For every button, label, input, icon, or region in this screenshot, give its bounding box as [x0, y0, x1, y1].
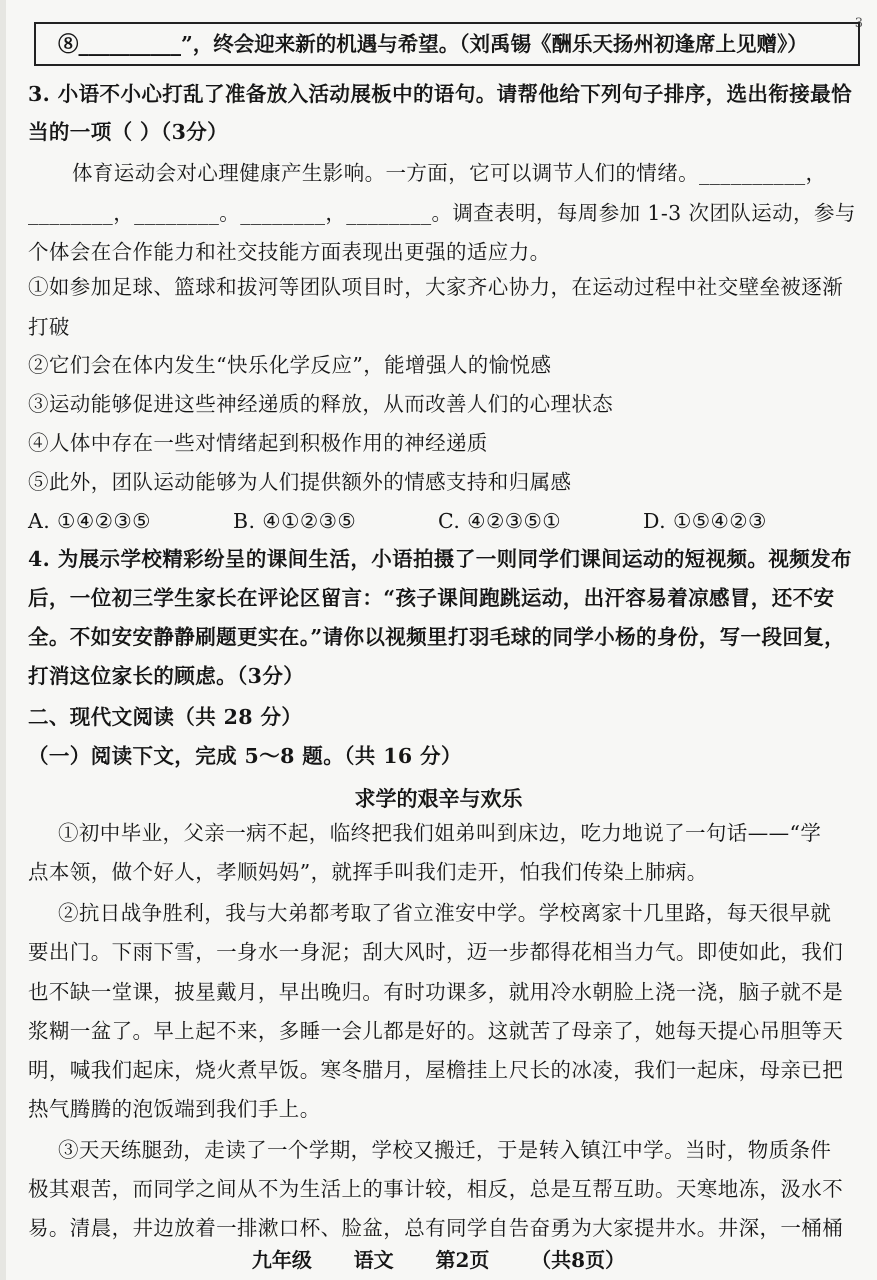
p1-line1: ①初中毕业，父亲一病不起，临终把我们姐弟叫到床边，吃力地说了一句话——“学 — [58, 821, 822, 845]
p2-line4: 浆糊一盆了。早上起不来，多睡一会儿都是好的。这就苦了母亲了，她每天提心吊胆等天 — [28, 1019, 844, 1043]
article-title: 求学的艰辛与欢乐 — [354, 786, 523, 811]
page-edge-shadow — [0, 0, 6, 1280]
option-b: B. ④①②③⑤ — [233, 509, 357, 533]
q3-sentence-2: ②它们会在体内发生“快乐化学反应”，能增强人的愉悦感 — [28, 353, 552, 377]
p2-line5: 明，喊我们起床，烧火煮早饭。寒冬腊月，屋檐挂上尺长的冰凌，我们一起床，母亲已把 — [28, 1058, 844, 1082]
q3-passage-line2: ________，________。________，________。调查表明，每周参加 1-3 次团队运动，参与 — [28, 201, 856, 225]
q3-sentence-5: ⑤此外，团队运动能够为人们提供额外的情感支持和归属感 — [28, 470, 572, 494]
q4-prompt-line1: 4. 为展示学校精彩纷呈的课间生活，小语拍摄了一则同学们课间运动的短视频。视频发布 — [28, 547, 852, 571]
p3-line3: 易。清晨，井边放着一排漱口杯、脸盆，总有同学自告奋勇为大家提井水。井深，一桶桶 — [28, 1216, 844, 1240]
q3-sentence-3: ③运动能够促进这些神经递质的释放，从而改善人们的心理状态 — [28, 392, 614, 416]
q4-prompt-line3: 全。不如安安静静刷题更实在。”请你以视频里打羽毛球的同学小杨的身份，写一段回复， — [28, 625, 846, 649]
corner-mark: 3 — [854, 16, 863, 31]
p2-line3: 也不缺一堂课，披星戴月，早出晚归。有时功课多，就用冷水朝脸上浇一浇，脑子就不是 — [28, 980, 844, 1004]
p3-line2: 极其艰苦，而同学之间从不为生活上的事计较，相反，总是互帮互助。天寒地冻，汲水不 — [28, 1177, 844, 1201]
q3-prompt-line2: 当的一项（ ）（3分） — [28, 120, 229, 144]
q4-prompt-line2: 后，一位初三学生家长在评论区留言：“孩子课间跑跳运动，出汗容易着凉感冒，还不安 — [28, 586, 835, 610]
p3-line1: ③天天练腿劲，走读了一个学期，学校又搬迁，于是转入镇江中学。当时，物质条件 — [58, 1138, 832, 1162]
q4-prompt-line4: 打消这位家长的顾虑。（3分） — [28, 664, 305, 688]
p2-line1: ②抗日战争胜利，我与大弟都考取了省立淮安中学。学校离家十几里路，每天很早就 — [58, 901, 832, 925]
q3-sentence-1-line2: 打破 — [28, 315, 70, 339]
option-c: C. ④②③⑤① — [438, 509, 562, 533]
option-a: A. ①④②③⑤ — [28, 509, 151, 533]
option-d: D. ①⑤④②③ — [643, 509, 767, 533]
p1-line2: 点本领，做个好人，孝顺妈妈”，就挥手叫我们走开，怕我们传染上肺病。 — [28, 860, 708, 884]
subsection-heading: （一）阅读下文，完成 5～8 题。（共 16 分） — [28, 744, 462, 768]
q3-sentence-1-line1: ①如参加足球、篮球和拔河等团队项目时，大家齐心协力，在运动过程中社交壁垒被逐渐 — [28, 275, 844, 299]
section-heading: 二、现代文阅读（共 28 分） — [28, 705, 303, 729]
q3-passage-line1: 体育运动会对心理健康产生影响。一方面，它可以调节人们的情绪。__________， — [72, 161, 827, 185]
q3-options — [28, 506, 855, 536]
q3-passage-line3: 个体会在合作能力和社交技能方面表现出更强的适应力。 — [28, 240, 551, 264]
box-line: ⑧__________”，终会迎来新的机遇与希望。（刘禹锡《酬乐天扬州初逢席上见赠》） — [58, 32, 808, 56]
q3-prompt-line1: 3. 小语不小心打乱了准备放入活动展板中的语句。请帮他给下列句子排序，选出衔接最恰 — [28, 82, 852, 106]
q3-sentence-4: ④人体中存在一些对情绪起到积极作用的神经递质 — [28, 431, 488, 455]
p2-line2: 要出门。下雨下雪，一身水一身泥；刮大风时，迈一步都得花相当力气。即使如此，我们 — [28, 940, 844, 964]
page-footer: 九年级 语文 第2页 （共8页） — [251, 1248, 626, 1272]
p2-line6: 热气腾腾的泡饭端到我们手上。 — [28, 1097, 321, 1121]
